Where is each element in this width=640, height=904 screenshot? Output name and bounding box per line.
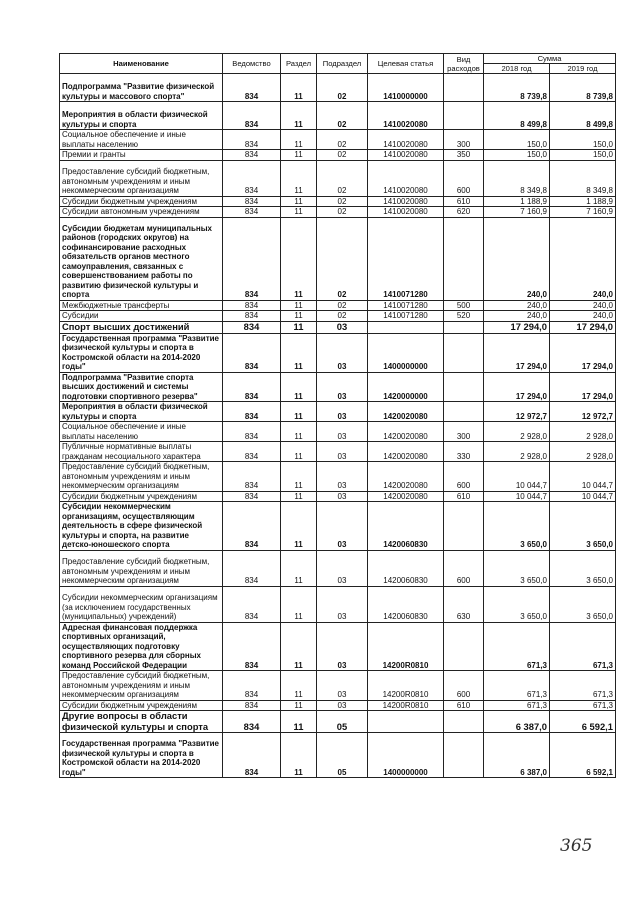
budget-table-sheet: [59, 53, 615, 778]
row-podrazdel: 03: [317, 586, 368, 622]
row-sum-2019: 150,0: [550, 150, 616, 161]
row-vedomstvo: 834: [223, 422, 281, 442]
row-podrazdel: 05: [317, 711, 368, 733]
row-podrazdel: 05: [317, 733, 368, 778]
row-razdel: 11: [281, 622, 317, 671]
table-row: [60, 586, 616, 622]
row-sum-2019: 6 592,1: [550, 733, 616, 778]
row-vedomstvo: 834: [223, 550, 281, 586]
row-sum-2018: 3 650,0: [484, 586, 550, 622]
row-target-article: 1410020080: [368, 130, 444, 150]
row-sum-2018: 3 650,0: [484, 550, 550, 586]
row-sum-2019: 3 650,0: [550, 550, 616, 586]
row-vedomstvo: 834: [223, 372, 281, 402]
row-vedomstvo: 834: [223, 671, 281, 701]
row-podrazdel: 02: [317, 74, 368, 102]
row-vedomstvo: 834: [223, 711, 281, 733]
table-row: [60, 207, 616, 218]
row-sum-2019: 671,3: [550, 622, 616, 671]
row-razdel: 11: [281, 550, 317, 586]
row-sum-2019: 17 294,0: [550, 321, 616, 333]
row-sum-2018: 1 188,9: [484, 196, 550, 207]
row-name: Субсидии: [60, 311, 223, 322]
table-row: [60, 130, 616, 150]
row-expense-type: [444, 502, 484, 551]
row-vedomstvo: 834: [223, 321, 281, 333]
table-row: [60, 217, 616, 300]
row-sum-2019: 10 044,7: [550, 491, 616, 502]
row-target-article: 14200R0810: [368, 671, 444, 701]
row-sum-2019: 12 972,7: [550, 402, 616, 422]
row-expense-type: 300: [444, 130, 484, 150]
row-razdel: 11: [281, 700, 317, 711]
row-sum-2018: 240,0: [484, 217, 550, 300]
table-row: [60, 711, 616, 733]
row-podrazdel: 03: [317, 671, 368, 701]
row-sum-2018: 240,0: [484, 311, 550, 322]
row-sum-2018: 2 928,0: [484, 422, 550, 442]
row-name: Межбюджетные трансферты: [60, 300, 223, 311]
row-podrazdel: 02: [317, 130, 368, 150]
row-vedomstvo: 834: [223, 622, 281, 671]
row-sum-2019: 6 592,1: [550, 711, 616, 733]
row-podrazdel: 02: [317, 300, 368, 311]
header-sum: Сумма: [484, 54, 616, 64]
row-target-article: [368, 321, 444, 333]
table-row: [60, 102, 616, 130]
row-sum-2018: 17 294,0: [484, 321, 550, 333]
row-razdel: 11: [281, 586, 317, 622]
header-expense-type: Вид расходов: [444, 54, 484, 74]
row-name: Субсидии бюджетным учреждениям: [60, 196, 223, 207]
row-name: Подпрограмма "Развитие спорта высших достижений и системы подготовки спортивного резерва": [60, 372, 223, 402]
table-row: [60, 150, 616, 161]
table-row: [60, 74, 616, 102]
row-podrazdel: 02: [317, 102, 368, 130]
row-vedomstvo: 834: [223, 733, 281, 778]
row-razdel: 11: [281, 130, 317, 150]
row-target-article: 1420060830: [368, 502, 444, 551]
row-target-article: 1410020080: [368, 150, 444, 161]
row-sum-2018: 671,3: [484, 622, 550, 671]
row-podrazdel: 03: [317, 321, 368, 333]
table-header: [60, 54, 616, 74]
row-razdel: 11: [281, 442, 317, 462]
row-name: Мероприятия в области физической культуры и спорта: [60, 402, 223, 422]
row-sum-2018: 17 294,0: [484, 372, 550, 402]
row-sum-2018: 240,0: [484, 300, 550, 311]
row-sum-2018: 17 294,0: [484, 333, 550, 372]
row-target-article: 1400000000: [368, 733, 444, 778]
row-expense-type: 610: [444, 700, 484, 711]
row-expense-type: 350: [444, 150, 484, 161]
row-target-article: 1420020080: [368, 491, 444, 502]
row-target-article: 1400000000: [368, 333, 444, 372]
row-name: Социальное обеспечение и иные выплаты населению: [60, 130, 223, 150]
row-vedomstvo: 834: [223, 207, 281, 218]
row-sum-2018: 2 928,0: [484, 442, 550, 462]
row-razdel: 11: [281, 462, 317, 492]
row-name: Предоставление субсидий бюджетным, автономным учреждениям и иным некоммерческим организациям: [60, 550, 223, 586]
row-podrazdel: 02: [317, 207, 368, 218]
row-name: Предоставление субсидий бюджетным, автономным учреждениям и иным некоммерческим организациям: [60, 671, 223, 701]
row-vedomstvo: 834: [223, 130, 281, 150]
row-name: Публичные нормативные выплаты гражданам несоциального характера: [60, 442, 223, 462]
row-vedomstvo: 834: [223, 462, 281, 492]
row-razdel: 11: [281, 671, 317, 701]
header-name: Наименование: [60, 54, 223, 74]
table-row: [60, 491, 616, 502]
row-expense-type: 620: [444, 207, 484, 218]
row-sum-2019: 671,3: [550, 700, 616, 711]
header-target-article: Целевая статья: [368, 54, 444, 74]
table-row: [60, 462, 616, 492]
row-sum-2019: 3 650,0: [550, 502, 616, 551]
row-razdel: 11: [281, 217, 317, 300]
row-sum-2018: 6 387,0: [484, 711, 550, 733]
row-target-article: 1420060830: [368, 550, 444, 586]
row-razdel: 11: [281, 491, 317, 502]
row-name: Субсидии автономным учреждениям: [60, 207, 223, 218]
row-expense-type: 500: [444, 300, 484, 311]
row-razdel: 11: [281, 207, 317, 218]
row-target-article: 1410020080: [368, 207, 444, 218]
row-podrazdel: 02: [317, 217, 368, 300]
row-vedomstvo: 834: [223, 311, 281, 322]
row-sum-2019: 8 499,8: [550, 102, 616, 130]
row-sum-2019: 8 349,8: [550, 160, 616, 196]
row-sum-2018: 8 349,8: [484, 160, 550, 196]
row-expense-type: 610: [444, 196, 484, 207]
row-sum-2019: 8 739,8: [550, 74, 616, 102]
row-name: Социальное обеспечение и иные выплаты населению: [60, 422, 223, 442]
table-row: [60, 502, 616, 551]
row-target-article: [368, 711, 444, 733]
row-name: Предоставление субсидий бюджетным, автономным учреждениям и иным некоммерческим организациям: [60, 160, 223, 196]
row-target-article: 1420020080: [368, 422, 444, 442]
row-razdel: 11: [281, 102, 317, 130]
row-target-article: 14200R0810: [368, 622, 444, 671]
row-name: Другие вопросы в области физической культуры и спорта: [60, 711, 223, 733]
row-expense-type: [444, 74, 484, 102]
row-podrazdel: 03: [317, 622, 368, 671]
row-sum-2018: 7 160,9: [484, 207, 550, 218]
row-podrazdel: 03: [317, 700, 368, 711]
row-vedomstvo: 834: [223, 74, 281, 102]
row-vedomstvo: 834: [223, 160, 281, 196]
row-podrazdel: 03: [317, 442, 368, 462]
row-razdel: 11: [281, 333, 317, 372]
row-expense-type: [444, 102, 484, 130]
row-target-article: 1410020080: [368, 102, 444, 130]
table-row: [60, 311, 616, 322]
table-row: [60, 160, 616, 196]
row-podrazdel: 02: [317, 160, 368, 196]
row-vedomstvo: 834: [223, 300, 281, 311]
row-expense-type: [444, 402, 484, 422]
row-razdel: 11: [281, 74, 317, 102]
header-year-2018: 2018 год: [484, 64, 550, 74]
row-expense-type: 600: [444, 671, 484, 701]
row-sum-2019: 2 928,0: [550, 442, 616, 462]
row-podrazdel: 02: [317, 196, 368, 207]
row-vedomstvo: 834: [223, 196, 281, 207]
row-target-article: 1420000000: [368, 372, 444, 402]
table-row: [60, 300, 616, 311]
row-sum-2019: 7 160,9: [550, 207, 616, 218]
header-vedomstvo: Ведомство: [223, 54, 281, 74]
row-expense-type: [444, 333, 484, 372]
row-target-article: 1420020080: [368, 442, 444, 462]
row-expense-type: [444, 622, 484, 671]
table-row: [60, 402, 616, 422]
row-vedomstvo: 834: [223, 217, 281, 300]
row-sum-2019: 2 928,0: [550, 422, 616, 442]
row-sum-2018: 671,3: [484, 700, 550, 711]
header-year-2019: 2019 год: [550, 64, 616, 74]
table-row: [60, 321, 616, 333]
row-name: Субсидии бюджетным учреждениям: [60, 700, 223, 711]
table-row: [60, 372, 616, 402]
header-razdel: Раздел: [281, 54, 317, 74]
table-row: [60, 550, 616, 586]
row-razdel: 11: [281, 160, 317, 196]
row-sum-2019: 240,0: [550, 217, 616, 300]
row-sum-2019: 240,0: [550, 311, 616, 322]
row-target-article: 1410000000: [368, 74, 444, 102]
row-expense-type: [444, 372, 484, 402]
row-razdel: 11: [281, 372, 317, 402]
table-row: [60, 733, 616, 778]
row-podrazdel: 02: [317, 150, 368, 161]
row-vedomstvo: 834: [223, 402, 281, 422]
table-body: [60, 74, 616, 778]
row-vedomstvo: 834: [223, 333, 281, 372]
row-sum-2018: 10 044,7: [484, 491, 550, 502]
row-target-article: 1410020080: [368, 196, 444, 207]
row-expense-type: [444, 733, 484, 778]
row-name: Предоставление субсидий бюджетным, автономным учреждениям и иным некоммерческим организациям: [60, 462, 223, 492]
row-target-article: 1420060830: [368, 586, 444, 622]
row-razdel: 11: [281, 321, 317, 333]
row-podrazdel: 03: [317, 402, 368, 422]
row-razdel: 11: [281, 300, 317, 311]
row-name: Мероприятия в области физической культуры и спорта: [60, 102, 223, 130]
row-razdel: 11: [281, 502, 317, 551]
row-expense-type: 600: [444, 160, 484, 196]
row-vedomstvo: 834: [223, 102, 281, 130]
row-name: Спорт высших достижений: [60, 321, 223, 333]
row-vedomstvo: 834: [223, 502, 281, 551]
row-vedomstvo: 834: [223, 586, 281, 622]
row-expense-type: 630: [444, 586, 484, 622]
row-sum-2019: 10 044,7: [550, 462, 616, 492]
row-sum-2018: 8 499,8: [484, 102, 550, 130]
page-number: 365: [560, 836, 593, 856]
row-razdel: 11: [281, 711, 317, 733]
row-name: Субсидии бюджетным учреждениям: [60, 491, 223, 502]
row-name: Государственная программа "Развитие физической культуры и спорта в Костромской области на 2014-2020 годы": [60, 333, 223, 372]
row-expense-type: 330: [444, 442, 484, 462]
row-vedomstvo: 834: [223, 491, 281, 502]
row-name: Субсидии некоммерческим организациям (за исключением государственных (муниципальных) учреждений): [60, 586, 223, 622]
row-name: Государственная программа "Развитие физической культуры и спорта в Костромской области на 2014-2020 годы": [60, 733, 223, 778]
table-row: [60, 700, 616, 711]
row-podrazdel: 03: [317, 462, 368, 492]
row-expense-type: [444, 321, 484, 333]
row-name: Премии и гранты: [60, 150, 223, 161]
row-expense-type: 610: [444, 491, 484, 502]
row-sum-2019: 3 650,0: [550, 586, 616, 622]
row-expense-type: 600: [444, 550, 484, 586]
row-razdel: 11: [281, 422, 317, 442]
row-expense-type: [444, 217, 484, 300]
row-expense-type: 300: [444, 422, 484, 442]
row-name: Субсидии некоммерческим организациям, осуществляющим деятельность в сфере физической культуры и спорта, на развитие детско-юношеского спорта: [60, 502, 223, 551]
row-podrazdel: 03: [317, 550, 368, 586]
row-name: Субсидии бюджетам муниципальных районов (городских округов) на софинансирование расходных обязательств органов местного самоуправления, связанных с совершенствованием работы по развитию физической культуры и спорта: [60, 217, 223, 300]
row-target-article: 1410071280: [368, 300, 444, 311]
row-sum-2019: 17 294,0: [550, 333, 616, 372]
row-sum-2019: 671,3: [550, 671, 616, 701]
row-target-article: 1420020080: [368, 462, 444, 492]
table-row: [60, 196, 616, 207]
row-razdel: 11: [281, 733, 317, 778]
row-podrazdel: 02: [317, 311, 368, 322]
row-expense-type: 520: [444, 311, 484, 322]
row-name: Адресная финансовая поддержка спортивных организаций, осуществляющих подготовку спортивного резерва для сборных команд Российской Федерации: [60, 622, 223, 671]
row-sum-2018: 8 739,8: [484, 74, 550, 102]
row-podrazdel: 03: [317, 422, 368, 442]
table-row: [60, 422, 616, 442]
row-razdel: 11: [281, 150, 317, 161]
row-target-article: 1420020080: [368, 402, 444, 422]
row-sum-2019: 240,0: [550, 300, 616, 311]
row-podrazdel: 03: [317, 491, 368, 502]
row-target-article: 14200R0810: [368, 700, 444, 711]
row-target-article: 1410071280: [368, 217, 444, 300]
row-sum-2018: 12 972,7: [484, 402, 550, 422]
row-sum-2018: 150,0: [484, 130, 550, 150]
row-sum-2019: 1 188,9: [550, 196, 616, 207]
row-sum-2018: 150,0: [484, 150, 550, 161]
row-sum-2018: 3 650,0: [484, 502, 550, 551]
row-vedomstvo: 834: [223, 700, 281, 711]
row-target-article: 1410020080: [368, 160, 444, 196]
table-row: [60, 671, 616, 701]
row-sum-2018: 671,3: [484, 671, 550, 701]
row-razdel: 11: [281, 402, 317, 422]
row-vedomstvo: 834: [223, 150, 281, 161]
row-expense-type: 600: [444, 462, 484, 492]
row-vedomstvo: 834: [223, 442, 281, 462]
table-row: [60, 622, 616, 671]
row-podrazdel: 03: [317, 333, 368, 372]
row-podrazdel: 03: [317, 372, 368, 402]
header-podrazdel: Подраздел: [317, 54, 368, 74]
row-expense-type: [444, 711, 484, 733]
table-row: [60, 442, 616, 462]
row-sum-2019: 17 294,0: [550, 372, 616, 402]
row-sum-2018: 10 044,7: [484, 462, 550, 492]
row-name: Подпрограмма "Развитие физической культуры и массового спорта": [60, 74, 223, 102]
table-row: [60, 333, 616, 372]
row-razdel: 11: [281, 196, 317, 207]
budget-table: [59, 53, 616, 778]
row-podrazdel: 03: [317, 502, 368, 551]
row-razdel: 11: [281, 311, 317, 322]
row-sum-2018: 6 387,0: [484, 733, 550, 778]
row-sum-2019: 150,0: [550, 130, 616, 150]
row-target-article: 1410071280: [368, 311, 444, 322]
